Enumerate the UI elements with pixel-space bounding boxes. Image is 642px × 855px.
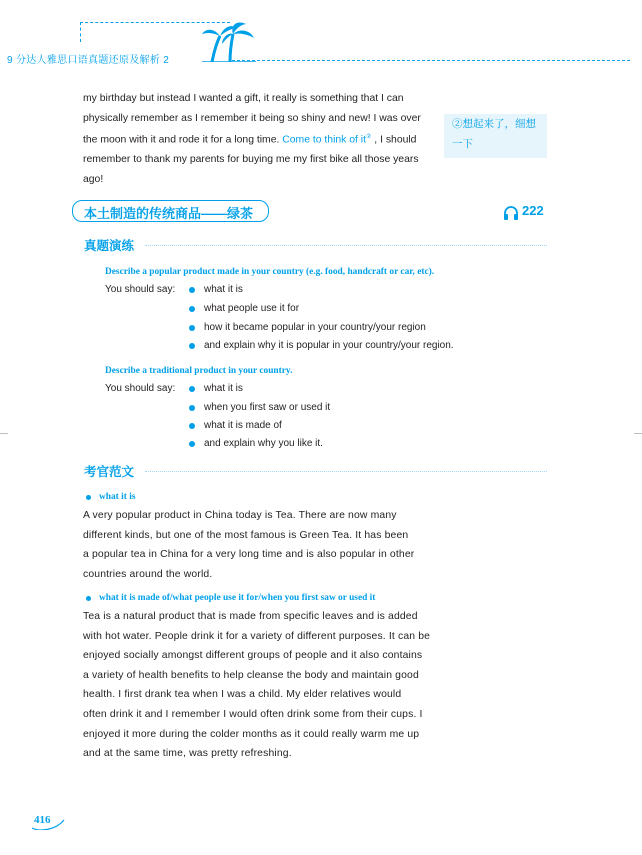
text-line: different kinds, but one of the most famous is Green Tea. It has been (83, 529, 409, 541)
headphones-icon (503, 205, 519, 221)
text-line: countries around the world. (83, 568, 213, 580)
text-line (83, 128, 433, 150)
bullet-dot (189, 441, 195, 447)
text-line: Tea is a natural product that is made from specific leaves and is added (83, 611, 418, 622)
header-dash-line (80, 22, 81, 42)
list-item-text: how it became popular in your country/your region (204, 322, 426, 333)
text-line: and at the same time, was pretty refreshing. (83, 748, 292, 760)
list-item-text: and explain why you like it. (204, 438, 323, 449)
margin-mark (0, 433, 8, 434)
question-head (86, 492, 135, 502)
palm-tree-icon (200, 20, 256, 62)
text-line: with hot water. People drink it for a variety of different purposes. It can be (83, 630, 431, 642)
dotted-divider (145, 471, 547, 472)
list-item-text: when you first saw or used it (204, 402, 331, 413)
question-head (86, 593, 375, 603)
list-item (189, 303, 299, 314)
text-line: remember to thank my parents for buying me my first bike all those years (83, 154, 419, 166)
task-title: Describe a traditional product in your country. (105, 366, 293, 376)
you-should-say-label: You should say: (105, 383, 176, 394)
question-head-text: what it is (99, 492, 136, 502)
list-item (189, 420, 282, 431)
intro-paragraph (83, 89, 433, 189)
text-line: often drink it and I remember I would often drink some from their cups. I (83, 708, 423, 720)
bullet-dot (86, 495, 91, 500)
text-line: ago! (83, 173, 104, 185)
answer-paragraph (83, 607, 433, 764)
list-item-text: what it is made of (204, 420, 282, 431)
list-item (189, 438, 323, 449)
bullet-dot (189, 423, 195, 429)
bullet-dot (189, 306, 195, 312)
page-number: 416 (34, 814, 51, 826)
practice-heading: 真题演练 (84, 238, 135, 253)
list-item (189, 383, 243, 394)
question-head-text: what it is made of/what people use it for/when you first saw or used it (99, 593, 376, 603)
side-note (444, 114, 547, 158)
text-line: A very popular product in China today is Tea. There are now many (83, 510, 397, 521)
bullet-dot (189, 343, 195, 349)
bullet-dot (189, 287, 195, 293)
model-answer-heading: 考官范文 (84, 464, 135, 479)
task-title: Describe a popular product made in your country (e.g. food, handcraft or car, etc). (105, 267, 435, 277)
list-item (189, 340, 454, 351)
audio-track-number: 222 (522, 203, 544, 218)
text-line: enjoyed socially amongst different groups of people and it also contains (83, 650, 423, 662)
text-line: my birthday but instead I wanted a gift, it really is something that I can (83, 93, 404, 104)
text-line: health. I first drank tea when I was a child. My elder relatives would (83, 689, 402, 701)
list-item (189, 284, 243, 295)
dotted-divider (145, 245, 547, 246)
bullet-dot (189, 405, 195, 411)
header-dash-line (232, 60, 630, 61)
side-note-line: 一下 (452, 138, 473, 150)
bullet-dot (189, 386, 195, 392)
section-title: 本土制造的传统商品——绿茶 (84, 206, 254, 221)
answer-paragraph (83, 506, 433, 584)
text-segment: , I should (374, 134, 417, 146)
highlighted-phrase: Come to think of it (282, 134, 367, 146)
bullet-dot (86, 596, 91, 601)
footnote-marker: ② (366, 134, 372, 141)
list-item-text: and explain why it is popular in your country/your region. (204, 340, 454, 351)
side-note-line: ②想起来了，细想 (452, 118, 536, 130)
list-item-text: what people use it for (204, 303, 300, 314)
text-segment: the moon with it and rode it for a long time. (83, 134, 280, 146)
list-item (189, 402, 330, 413)
header-title: 9 分达人雅思口语真题还原及解析 2 (7, 55, 170, 66)
bullet-dot (189, 325, 195, 331)
text-line: a variety of health benefits to help cleanse the body and maintain good (83, 669, 419, 681)
text-line: a popular tea in China for a very long time and is also popular in other (83, 549, 415, 561)
text-line: enjoyed it more during the colder months as it could really warm me up (83, 728, 420, 740)
margin-mark (634, 433, 642, 434)
list-item-text: what it is (204, 383, 243, 394)
list-item-text: what it is (204, 284, 243, 295)
text-line: physically remember as I remember it being so shiny and new! I was over (83, 112, 421, 124)
you-should-say-label: You should say: (105, 284, 176, 295)
list-item (189, 322, 426, 333)
